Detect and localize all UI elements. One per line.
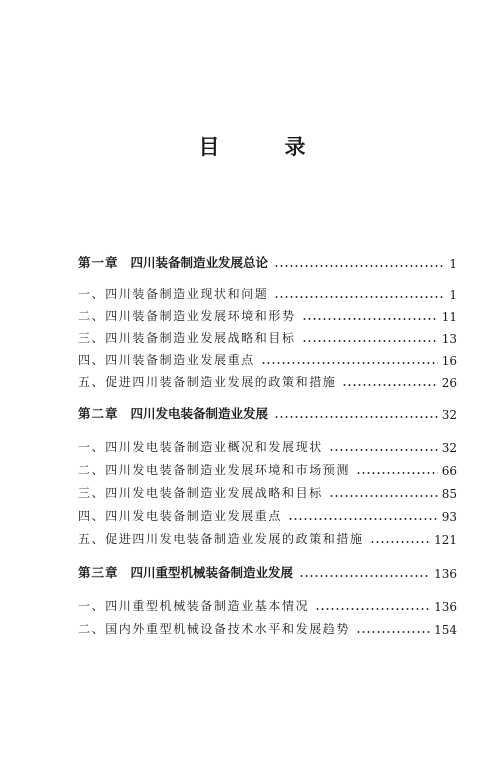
- toc-leader-dots: [302, 318, 438, 320]
- toc-page-number: 13: [441, 332, 457, 346]
- toc-section-title: 四、四川装备制造业发展重点: [78, 353, 255, 367]
- toc-section-2-4[interactable]: [78, 504, 457, 524]
- toc-chapter-1[interactable]: [78, 251, 457, 271]
- toc-chapter-number: 第三章: [78, 565, 119, 580]
- toc-page-number: 93: [441, 510, 457, 524]
- toc-leader-dots: [329, 495, 438, 497]
- toc-section-2-2[interactable]: [78, 458, 457, 478]
- toc-section-1-1[interactable]: [78, 282, 457, 302]
- toc-leader-dots: [342, 384, 437, 386]
- toc-leader-dots: [315, 608, 430, 610]
- toc-section-1-5[interactable]: [78, 370, 457, 390]
- toc-chapter-title: 四川装备制造业发展总论: [130, 255, 269, 270]
- toc-leader-dots: [274, 296, 443, 298]
- toc-leader-dots: [356, 472, 438, 474]
- toc-chapter-title: 四川重型机械装备制造业发展: [130, 565, 294, 580]
- toc-page-number: 32: [441, 408, 457, 422]
- toc-leader-dots: [261, 362, 438, 364]
- toc-page-number: 11: [441, 310, 457, 324]
- toc-section-3-1[interactable]: [78, 594, 457, 614]
- toc-section-title: 二、四川发电装备制造业发展环境和市场预测: [78, 463, 351, 477]
- toc-section-1-4[interactable]: [78, 348, 457, 368]
- toc-page-number: 26: [441, 376, 457, 390]
- toc-section-2-1[interactable]: [78, 435, 457, 455]
- toc-section-title: 五、促进四川装备制造业发展的政策和措施: [78, 375, 337, 389]
- toc-leader-dots: [274, 265, 443, 267]
- toc-page-number: 16: [441, 354, 457, 368]
- page-title: 目 录: [198, 134, 328, 159]
- toc-section-title: 二、四川装备制造业发展环境和形势: [78, 309, 296, 323]
- toc-section-title: 三、四川发电装备制造业发展战略和目标: [78, 486, 323, 500]
- toc-section-title: 三、四川装备制造业发展战略和目标: [78, 331, 296, 345]
- toc-chapter-3[interactable]: [78, 561, 457, 581]
- toc-leader-dots: [356, 631, 430, 633]
- toc-leader-dots: [329, 449, 438, 451]
- toc-section-1-3[interactable]: [78, 326, 457, 346]
- toc-page-number: 66: [441, 464, 457, 478]
- toc-chapter-number: 第一章: [78, 255, 119, 270]
- toc-page-number: 136: [434, 567, 457, 581]
- toc-chapter-number: 第二章: [78, 406, 119, 421]
- toc-section-title: 一、四川重型机械装备制造业基本情况: [78, 599, 310, 613]
- toc-chapter-title: 四川发电装备制造业发展: [130, 406, 269, 421]
- toc-leader-dots: [274, 416, 438, 418]
- toc-page-number: 121: [434, 533, 457, 547]
- toc-section-title: 一、四川装备制造业现状和问题: [78, 287, 269, 301]
- toc-page-number: 1: [449, 257, 457, 271]
- toc-leader-dots: [370, 541, 430, 543]
- toc-leader-dots: [288, 518, 438, 520]
- toc-page-number: 32: [441, 441, 457, 455]
- toc-page-number: 136: [434, 600, 457, 614]
- toc-page-number: 154: [434, 623, 457, 637]
- toc-page-number: 1: [449, 288, 457, 302]
- toc-section-3-2[interactable]: [78, 617, 457, 637]
- toc-section-title: 一、四川发电装备制造业概况和发展现状: [78, 440, 323, 454]
- toc-section-1-2[interactable]: [78, 304, 457, 324]
- toc-section-title: 二、国内外重型机械设备技术水平和发展趋势: [78, 622, 351, 636]
- toc-section-2-3[interactable]: [78, 481, 457, 501]
- toc-leader-dots: [302, 340, 438, 342]
- toc-page-number: 85: [441, 487, 457, 501]
- toc-section-title: 五、促进四川发电装备制造业发展的政策和措施: [78, 532, 364, 546]
- toc-section-title: 四、四川发电装备制造业发展重点: [78, 509, 283, 523]
- toc-section-2-5[interactable]: [78, 527, 457, 547]
- toc-leader-dots: [299, 575, 430, 577]
- toc-chapter-2[interactable]: [78, 402, 457, 422]
